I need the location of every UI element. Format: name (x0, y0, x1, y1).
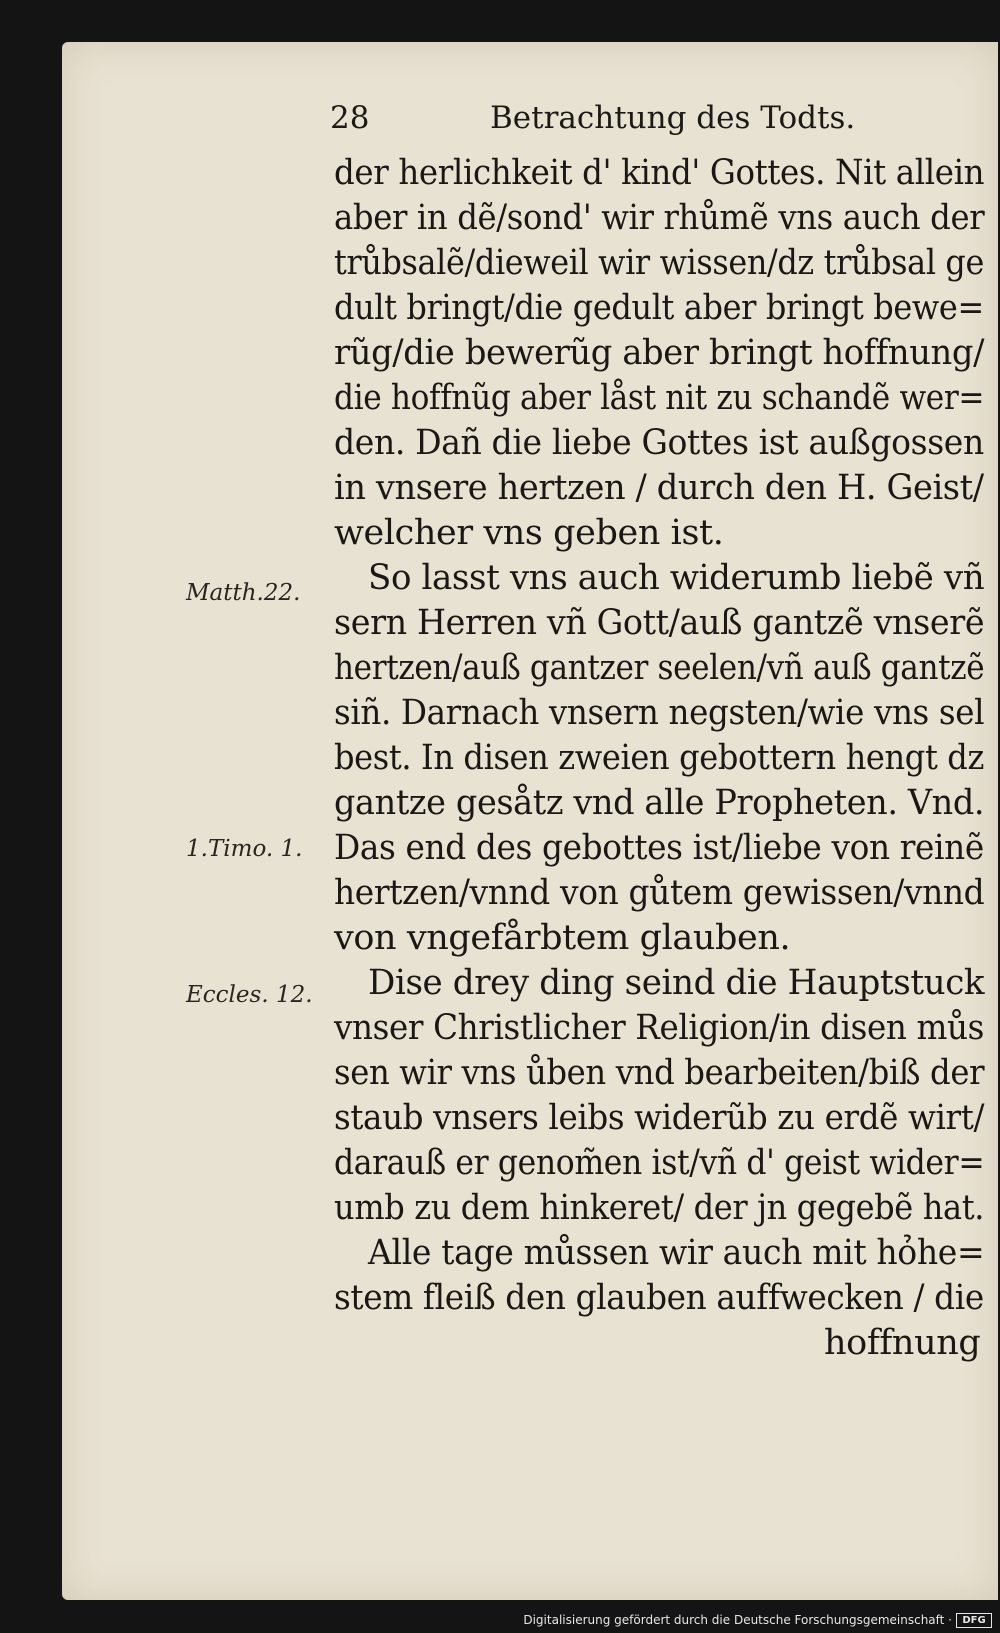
dfg-logo: DFG (956, 1613, 992, 1628)
page-number: 28 (330, 100, 370, 136)
text-line: in vnsere hertzen / durch den H. Geist/ (334, 468, 984, 508)
text-line: der herlichkeit d' kind' Gottes. Nit allein (334, 153, 985, 193)
text-line: staub vnsers leibs widerũb zu erdẽ wirt/ (334, 1098, 985, 1138)
text-line: siñ. Darnach vnsern negsten/wie vns sel (334, 693, 985, 733)
text-line: welcher vns geben ist. (334, 513, 724, 553)
text-line: aber in dẽ/sond' wir rhůmẽ vns auch der (334, 198, 985, 238)
text-line: die hoffnũg aber låst nit zu schandẽ wer= (334, 378, 985, 418)
text-line: vnser Christlicher Religion/in disen můs (334, 1008, 984, 1048)
text-line: hertzen/vnnd von gůtem gewissen/vnnd (334, 873, 985, 913)
text-line: So lasst vns auch widerumb liebẽ vñ (368, 558, 985, 598)
text-line: den. Dañ die liebe Gottes ist außgossen (334, 423, 984, 463)
running-title: Betrachtung des Todts. (490, 100, 856, 136)
text-line: darauß er genom̃en ist/vñ d' geist wider= (334, 1143, 985, 1183)
text-line: Dise drey ding seind die Hauptstuck (368, 963, 985, 1003)
text-line: Alle tage můssen wir auch mit hỏhe= (368, 1233, 985, 1273)
running-header (330, 100, 910, 144)
text-line: trůbsalẽ/dieweil wir wissen/dz trůbsal ge (334, 243, 984, 283)
text-line: rũg/die bewerũg aber bringt hoffnung/ (334, 333, 985, 373)
text-line: von vngefårbtem glauben. (334, 918, 791, 958)
digitization-credit: Digitalisierung gefördert durch die Deutsche Forschungsgemeinschaft · (523, 1613, 952, 1627)
text-line: gantze gesåtz vnd alle Propheten. Vnd. (334, 783, 985, 823)
margin-note-timothy: 1.Timo. 1. (186, 836, 303, 862)
margin-note-matthew: Matth.22. (186, 580, 301, 606)
text-line: stem fleiß den glauben auffwecken / die (334, 1278, 984, 1318)
text-line: hertzen/auß gantzer seelen/vñ auß gantzẽ (334, 648, 985, 688)
text-line: best. In disen zweien gebottern hengt dz (334, 738, 984, 778)
margin-note-ecclesiastes: Eccles. 12. (186, 982, 313, 1008)
text-line: sern Herren vñ Gott/auß gantzẽ vnserẽ (334, 603, 985, 643)
catchword: hoffnung (824, 1323, 981, 1363)
text-line: umb zu dem hinkeret/ der jn gegebẽ hat. (334, 1188, 985, 1228)
text-line: dult bringt/die gedult aber bringt bewe= (334, 288, 984, 328)
text-line: sen wir vns ůben vnd bearbeiten/biß der (334, 1053, 985, 1093)
text-line: Das end des gebottes ist/liebe von reinẽ (334, 828, 984, 868)
